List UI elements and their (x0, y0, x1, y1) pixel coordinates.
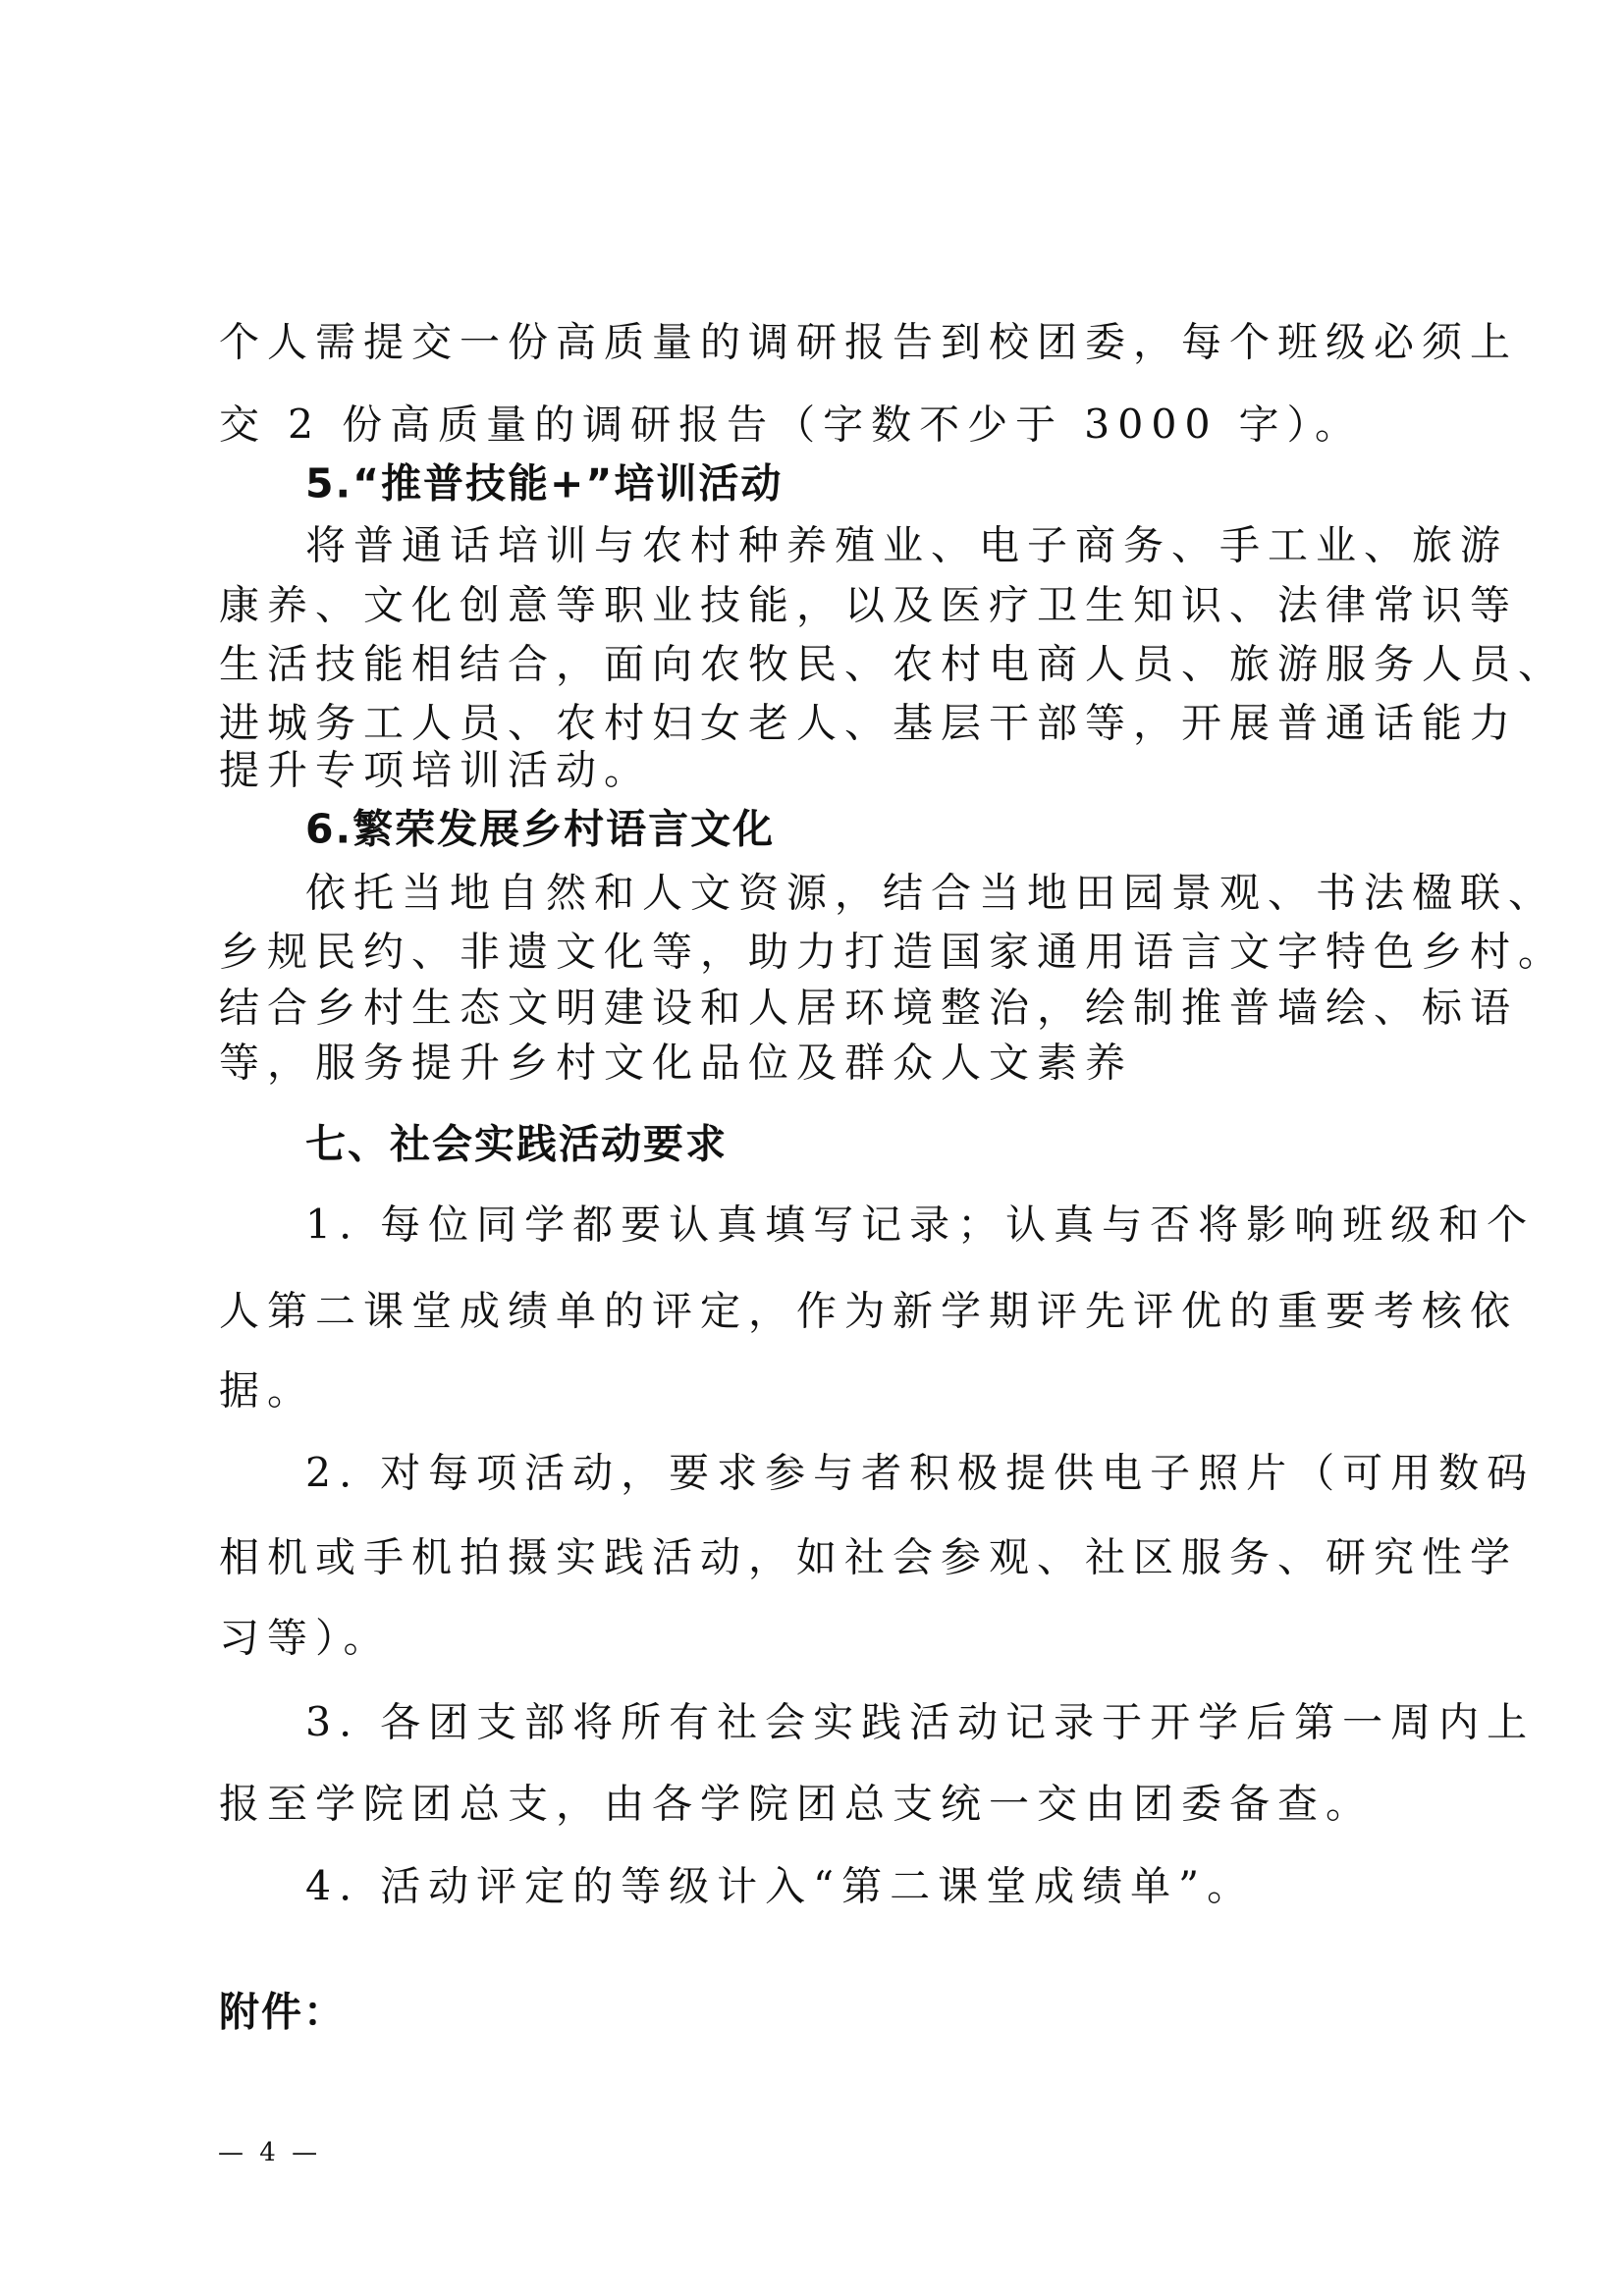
paragraph-line: 报至学院团总支，由各学院团总支统一交由团委备查。 (219, 1780, 1374, 1828)
paragraph-line: 1. 每位同学都要认真填写记录；认真与否将影响班级和个 (305, 1201, 1536, 1249)
paragraph-line: 2. 对每项活动，要求参与者积极提供电子照片（可用数码 (305, 1449, 1536, 1497)
paragraph-line: 相机或手机拍摄实践活动，如社会参观、社区服务、研究性学 (219, 1533, 1518, 1581)
paragraph-line: 将普通话培训与农村种养殖业、电子商务、手工业、旅游 (305, 521, 1508, 569)
paragraph-line: 结合乡村生态文明建设和人居环境整治，绘制推普墙绘、标语 (219, 984, 1518, 1032)
paragraph-line: 个人需提交一份高质量的调研报告到校团委，每个班级必须上 (219, 318, 1518, 366)
paragraph-line: 等，服务提升乡村文化品位及群众人文素养 (219, 1039, 1133, 1087)
section-heading: 5.“推普技能+”培训活动 (305, 459, 784, 507)
paragraph-line: 生活技能相结合，面向农牧民、农村电商人员、旅游服务人员、 (219, 640, 1566, 688)
paragraph-line: 人第二课堂成绩单的评定，作为新学期评先评优的重要考核依 (219, 1287, 1518, 1335)
paragraph-line: 提升专项培训活动。 (219, 746, 652, 794)
page-number: — 4 — (218, 2138, 322, 2167)
paragraph-line: 习等）。 (219, 1614, 392, 1662)
paragraph-line: 康养、文化创意等职业技能，以及医疗卫生知识、法律常识等 (219, 581, 1518, 629)
section-heading: 6.繁荣发展乡村语言文化 (305, 805, 776, 853)
paragraph-line: 依托当地自然和人文资源，结合当地田园景观、书法楹联、 (305, 869, 1556, 917)
paragraph-line: 乡规民约、非遗文化等，助力打造国家通用语言文字特色乡村。 (219, 928, 1566, 976)
section-heading: 七、社会实践活动要求 (305, 1120, 728, 1168)
paragraph-line: 4. 活动评定的等级计入“第二课堂成绩单”。 (305, 1862, 1256, 1910)
paragraph-line: 交 2 份高质量的调研报告（字数不少于 3000 字）。 (219, 400, 1364, 449)
paragraph-line: 进城务工人员、农村妇女老人、基层干部等，开展普通话能力 (219, 699, 1518, 747)
paragraph-line: 3. 各团支部将所有社会实践活动记录于开学后第一周内上 (305, 1698, 1536, 1746)
paragraph-line: 据。 (219, 1366, 315, 1415)
section-heading: 附件： (219, 1988, 346, 2036)
